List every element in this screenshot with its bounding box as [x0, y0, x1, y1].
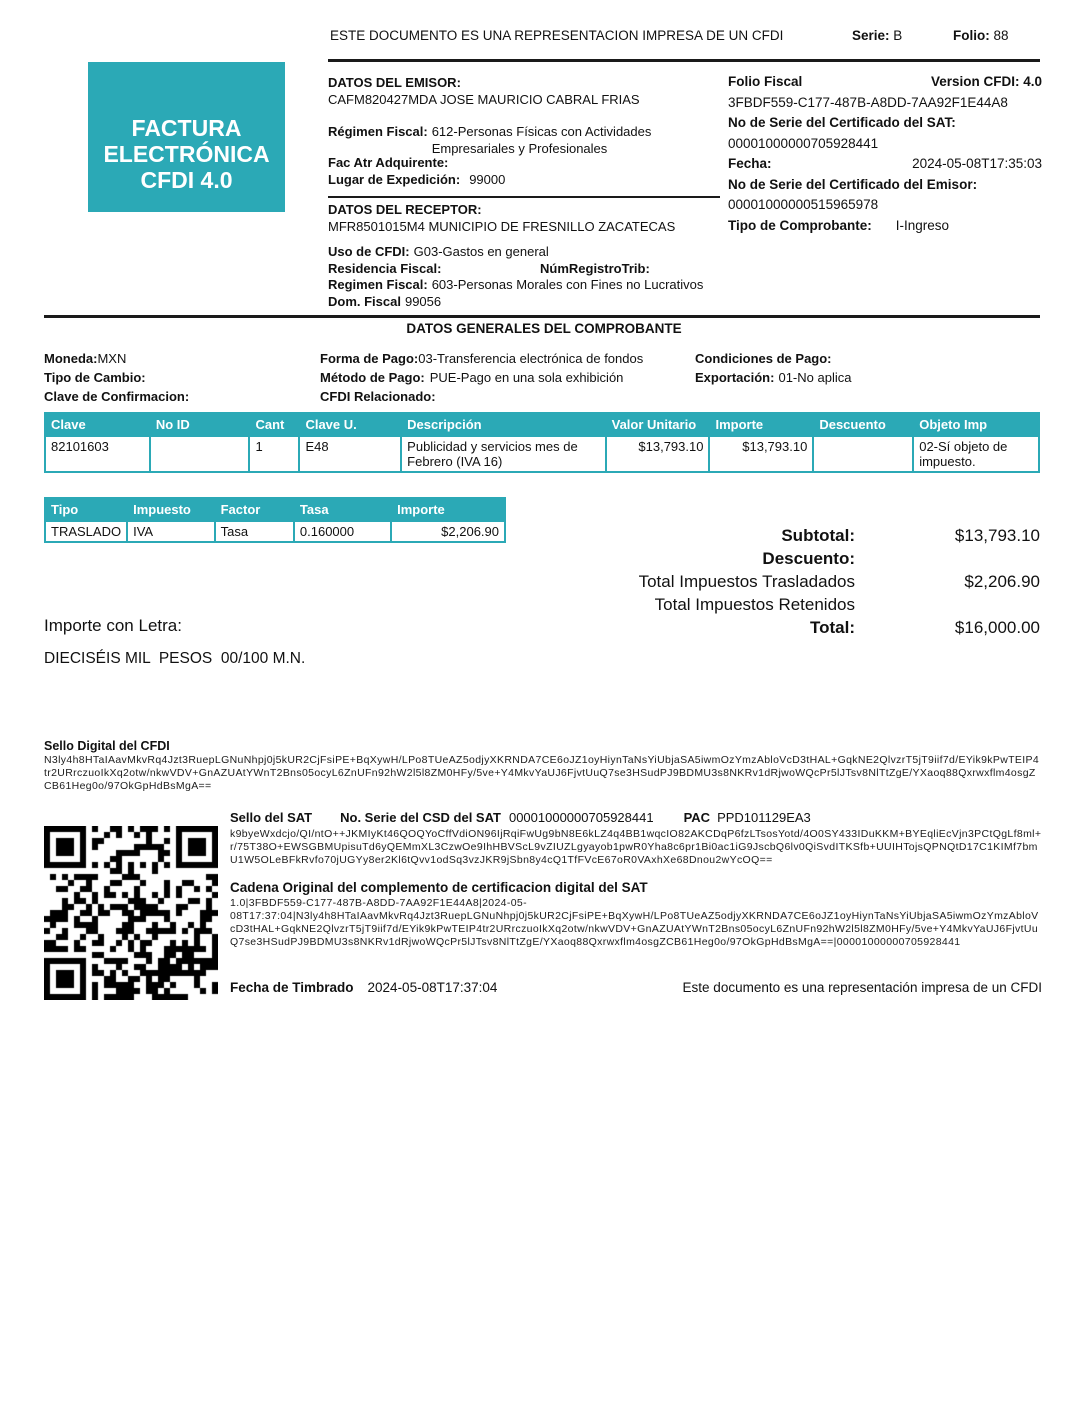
residencia-row: [328, 261, 720, 278]
cell-importe: $13,793.10: [709, 436, 813, 472]
col-header-clave-u: Clave U.: [299, 413, 401, 436]
serie-sat-label: No de Serie del Certificado del SAT:: [728, 115, 956, 130]
clave-confirmacion-label: Clave de Confirmacion:: [44, 389, 190, 404]
sello-cfdi-value: N3ly4h8HTaIAavMkvRq4Jzt3RuepLGNuNhpj0j5kUR2CjFsiPE+BqXywH/LPo8TUeAZ5odjyXKRNDA7CE6oJZ1oyHiynTaNsYiUbjaSA5iwmOzYmzAbloVcD3tHAL+GqkNE2QlvzrT5jT9iif7d/EYik9kPwTEIP4tr2URrczuoIkXq2otw/nkwVDV+GnAZUAtYWnT2Bns05ocyL6ZnUFn92hW2l5l8ZM0HFy/5ve+Y4MkvYaUJ6FjvtUuQ7se3HSudPJ9BDMU3s8NKRv1dRjwoWQcPr5lJTsv8NlTtZgE/YXaoq88Qxrwxflm4osgZCB61Heg0o/97OkGpHdBsMgA==: [44, 754, 1040, 792]
concepto-row: [45, 436, 1039, 472]
badge-line-3: CFDI 4.0: [140, 167, 233, 193]
folio-field: [953, 28, 1009, 43]
exportacion-label: Exportación:: [695, 370, 775, 385]
cell-clave-u: E48: [299, 436, 401, 472]
trasladados-label: Total Impuestos Trasladados: [638, 572, 855, 591]
exportacion-row: [695, 368, 1040, 387]
factura-electronica-badge: [88, 62, 285, 212]
exportacion-value: 01-No aplica: [778, 370, 852, 385]
col-header-impuesto: Impuesto: [127, 498, 215, 521]
pac-value: PPD101129EA3: [717, 810, 811, 825]
col-header-tipo: Tipo: [45, 498, 127, 521]
receptor-name: MFR8501015M4 MUNICIPIO DE FRESNILLO ZACATECAS: [328, 218, 676, 234]
lugar-expedicion-value: 99000: [469, 172, 506, 187]
cell-valor-unitario: $13,793.10: [606, 436, 710, 472]
fiscal-section: [728, 72, 1042, 236]
tipo-comprobante-row: [728, 216, 1042, 237]
timbrado-field: [230, 980, 497, 995]
emisor-heading: DATOS DEL EMISOR:: [328, 75, 461, 90]
totales-section: [560, 524, 1040, 639]
impuestos-header-row: [45, 498, 505, 521]
generales-col-3: [695, 349, 1040, 387]
receptor-regimen-value: 603-Personas Morales con Fines no Lucrativos: [431, 277, 704, 292]
timbrado-row: [230, 980, 1042, 995]
cell-impuesto: IVA: [127, 521, 215, 542]
serie-field: [852, 28, 902, 43]
cell-importe-imp: $2,206.90: [391, 521, 505, 542]
forma-pago-value: 03-Transferencia electrónica de fondos: [418, 351, 644, 366]
col-header-tasa: Tasa: [294, 498, 391, 521]
dom-fiscal-row: [328, 294, 720, 311]
folio-value: 88: [993, 28, 1009, 43]
cfdi-relacionado-label: CFDI Relacionado:: [320, 389, 436, 404]
csd-label: No. Serie del CSD del SAT: [340, 810, 501, 825]
uso-cfdi-row: [328, 244, 720, 261]
cell-tipo: TRASLADO: [45, 521, 127, 542]
cell-factor: Tasa: [215, 521, 294, 542]
col-header-descuento: Descuento: [813, 413, 913, 436]
fecha-value: 2024-05-08T17:35:03: [912, 156, 1042, 171]
folio-fiscal-uuid: 3FBDF559-C177-487B-A8DD-7AA92F1E44A8: [728, 94, 1008, 110]
serie-emisor-label: No de Serie del Certificado del Emisor:: [728, 176, 978, 192]
col-header-factor: Factor: [215, 498, 294, 521]
retenidos-label: Total Impuestos Retenidos: [654, 595, 855, 614]
document-disclaimer: ESTE DOCUMENTO ES UNA REPRESENTACION IMPRESA DE UN CFDI: [330, 28, 784, 43]
sello-sat-heading: Sello del SAT: [230, 810, 313, 825]
fac-atr-label: Fac Atr Adquirente:: [328, 155, 449, 170]
impuesto-row: [45, 521, 505, 542]
col-header-descripcion: Descripción: [401, 413, 605, 436]
descuento-value: [855, 547, 1040, 570]
receptor-regimen-row: [328, 277, 720, 294]
condiciones-pago-label: Condiciones de Pago:: [695, 351, 832, 366]
cadena-value: 1.0|3FBDF559-C177-487B-A8DD-7AA92F1E44A8|2024-05-08T17:37:04|N3ly4h8HTaIAavMkvRq4Jzt3RuepLGNuNhpj0j5kUR2CjFsiPE+BqXywH/LPo8TUeAZ5odjyXKRNDA7CE6oJZ1oyHiynTaNsYiUbjaSA5iwmOzYmzAbloVcD3tHAL+GqkNE2QlvzrT5jT9iif7d/EYik9kPwTEIP4tr2URrczuoIkXq2otw/nkwVDV+GnAZUAtYWnT2Bns05ocyL6ZnUFn92hW2l5l8ZM0HFy/5ve+Y4MkvYaUJ6FjvtUuQ7se3HSudPJ9BDMU3s8NKRv1dRjwoWQcPr5lJTsv8NlTtZgE/YXaoq88Qxrwxflm4osgZCB61Heg0o/97OkGpHdBsMgA==|00001000000705928441: [230, 897, 1039, 948]
emisor-section: [328, 74, 720, 188]
uso-cfdi-label: Uso de CFDI:: [328, 244, 410, 259]
subtotal-label: Subtotal:: [781, 526, 855, 545]
pac-label: PAC: [683, 810, 711, 825]
impuestos-table: [44, 497, 506, 543]
trasladados-row: [560, 570, 1040, 593]
col-header-no-id: No ID: [150, 413, 250, 436]
receptor-section: [328, 202, 720, 310]
fecha-row: [728, 154, 1042, 175]
footer-note: Este documento es una representación impresa de un CFDI: [682, 980, 1042, 995]
total-row: [560, 616, 1040, 639]
retenidos-value: [855, 593, 1040, 616]
uso-cfdi-value: G03-Gastos en general: [413, 244, 549, 259]
col-header-importe: Importe: [709, 413, 813, 436]
tipo-comprobante-value: I-Ingreso: [895, 217, 950, 233]
cadena-heading: Cadena Original del complemento de certificacion digital del SAT: [230, 880, 648, 896]
cell-descripcion: Publicidad y servicios mes de Febrero (IVA 16): [401, 436, 605, 472]
cell-descuento: [813, 436, 913, 472]
cell-objeto-imp: 02-Sí objeto de impuesto.: [913, 436, 1039, 472]
total-label: Total:: [809, 618, 855, 637]
retenidos-row: [560, 593, 1040, 616]
folio-fiscal-label: Folio Fiscal: [728, 74, 803, 89]
serie-label: Serie:: [852, 28, 890, 43]
cell-tasa: 0.160000: [294, 521, 391, 542]
sello-sat-section: [230, 810, 1042, 949]
serie-emisor-value: 00001000000515965978: [728, 197, 879, 212]
forma-pago-label: Forma de Pago:: [320, 351, 419, 366]
generales-rule: [44, 315, 1040, 318]
dom-fiscal-value: 99056: [404, 293, 442, 309]
descuento-label: Descuento:: [762, 549, 855, 568]
moneda-label: Moneda:: [44, 351, 98, 366]
descuento-row: [560, 547, 1040, 570]
qr-code: [44, 826, 218, 1000]
cell-clave: 82101603: [45, 436, 150, 472]
csd-value: 00001000000705928441: [508, 810, 654, 825]
serie-value: B: [893, 28, 903, 43]
moneda-value: MXN: [97, 351, 127, 366]
residencia-fiscal-label: Residencia Fiscal:: [328, 260, 442, 276]
col-header-objeto-imp: Objeto Imp: [913, 413, 1039, 436]
total-value: $16,000.00: [954, 618, 1040, 637]
folio-label: Folio:: [953, 28, 990, 43]
sello-cfdi-heading: Sello Digital del CFDI: [44, 739, 170, 753]
tipo-cambio-label: Tipo de Cambio:: [44, 370, 146, 385]
sello-sat-header-row: [230, 810, 1042, 825]
metodo-pago-value: PUE-Pago en una sola exhibición: [429, 370, 624, 385]
col-header-clave: Clave: [45, 413, 150, 436]
generales-title: DATOS GENERALES DEL COMPROBANTE: [406, 321, 682, 336]
serie-sat-value: 00001000000705928441: [728, 135, 879, 151]
tipo-comprobante-label: Tipo de Comprobante:: [728, 217, 872, 233]
timbrado-value: 2024-05-08T17:37:04: [367, 980, 498, 995]
fecha-label: Fecha:: [728, 156, 772, 171]
subtotal-row: [560, 524, 1040, 547]
emisor-regimen-value: 612-Personas Físicas con Actividades Empresariales y Profesionales: [431, 124, 652, 156]
conceptos-header-row: [45, 413, 1039, 436]
timbrado-label: Fecha de Timbrado: [230, 980, 354, 995]
generales-col-1: [44, 349, 314, 406]
receptor-regimen-label: Regimen Fiscal:: [328, 277, 428, 292]
folio-fiscal-row: [728, 72, 1042, 93]
emisor-regimen-label: Régimen Fiscal:: [328, 124, 428, 139]
col-header-importe-imp: Importe: [391, 498, 505, 521]
col-header-valor-unitario: Valor Unitario: [606, 413, 710, 436]
lugar-expedicion-label: Lugar de Expedición:: [328, 172, 461, 187]
forma-pago-row: [320, 349, 688, 368]
numregistrotrib-label: NúmRegistroTrib:: [540, 260, 650, 276]
subtotal-value: $13,793.10: [954, 526, 1040, 545]
emisor-regimen-row: [328, 123, 720, 157]
trasladados-value: $2,206.90: [964, 572, 1040, 591]
receptor-heading: DATOS DEL RECEPTOR:: [328, 202, 482, 217]
badge-line-2: ELECTRÓNICA: [103, 141, 270, 167]
cell-cant: 1: [249, 436, 299, 472]
col-header-cant: Cant: [249, 413, 299, 436]
top-rule: [328, 59, 1040, 62]
metodo-pago-row: [320, 368, 688, 387]
receptor-rule: [328, 196, 720, 198]
metodo-pago-label: Método de Pago:: [320, 370, 425, 385]
emisor-name: CAFM820427MDA JOSE MAURICIO CABRAL FRIAS: [328, 92, 640, 107]
importe-letra-label: Importe con Letra:: [44, 616, 182, 635]
lugar-expedicion-row: [328, 171, 720, 188]
dom-fiscal-label: Dom. Fiscal: [328, 293, 401, 309]
moneda-row: [44, 349, 314, 368]
conceptos-table: [44, 412, 1040, 473]
version-cfdi-label: Version CFDI: 4.0: [930, 74, 1042, 89]
sello-cfdi-section: [44, 739, 1042, 792]
sello-sat-value: k9byeWxdcjo/QI/ntO++JKMIyKt46QOQYoCffVdiON96IjRqiFwUg9bN8E6kLZ4q4BB1wqcIO82AKCDqP6fzLTsosYotd/4O0SY433IDuKKM+BYEqliEcVjn3PCtQgLf8ml+r/75T38O+EWSGBMUpisuTd6yQEMmXL3CzwOe9IhHBVScL9vZIUZLgyayob1pwR0Yha8c6pr1Bi0ac1iG9JscbQ6lv0QiSvdITKSfb+UUIHTojsQPNQtD17C1KIMf7bmU1W5OLeBFkRvfo70jUGYy8er2Kl6tQvv1odSq3vzJKR9jSbn8y4cQ1TfFVcE67oR0VAxhXe68Dnou2wYcOQ==: [230, 828, 1042, 866]
cell-no-id: [150, 436, 250, 472]
generales-col-2: [320, 349, 688, 406]
importe-letra-value: DIECISÉIS MIL PESOS 00/100 M.N.: [44, 650, 306, 667]
badge-line-1: FACTURA: [131, 115, 242, 141]
